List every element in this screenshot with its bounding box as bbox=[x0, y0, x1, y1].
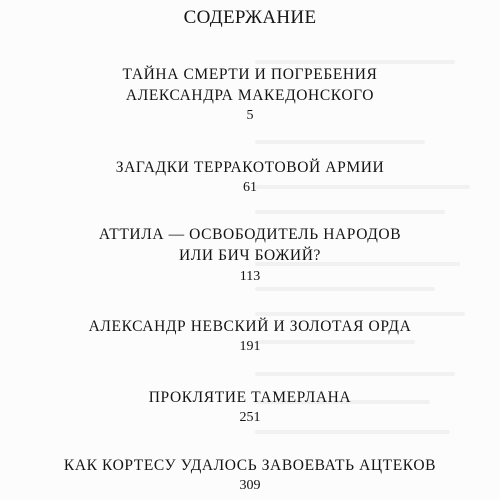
toc-page-number: 251 bbox=[239, 410, 261, 425]
toc-entry-title: ТАЙНА СМЕРТИ И ПОГРЕБЕНИЯ bbox=[122, 66, 378, 83]
toc-entry-title: АЛЕКСАНДРА МАКЕДОНСКОГО bbox=[125, 87, 375, 104]
toc-entry-title: АЛЕКСАНДР НЕВСКИЙ И ЗОЛОТАЯ ОРДА bbox=[88, 318, 412, 335]
toc-page-number: 5 bbox=[246, 108, 254, 123]
toc-page-number: 61 bbox=[243, 180, 257, 195]
toc-page-number: 191 bbox=[239, 339, 261, 354]
toc-entry-title: КАК КОРТЕСУ УДАЛОСЬ ЗАВОЕВАТЬ АЦТЕКОВ bbox=[63, 457, 437, 474]
toc-entry-title: ИЛИ БИЧ БОЖИЙ? bbox=[179, 247, 321, 264]
toc-page-number: 113 bbox=[239, 269, 261, 284]
toc-entry-title: АТТИЛА — ОСВОБОДИТЕЛЬ НАРОДОВ bbox=[98, 226, 402, 243]
page-title: СОДЕРЖАНИЕ bbox=[183, 7, 317, 28]
toc-page-number: 309 bbox=[239, 478, 261, 493]
toc-entry-title: ЗАГАДКИ ТЕРРАКОТОВОЙ АРМИИ bbox=[115, 159, 385, 176]
toc-entry-title: ПРОКЛЯТИЕ ТАМЕРЛАНА bbox=[148, 389, 352, 406]
